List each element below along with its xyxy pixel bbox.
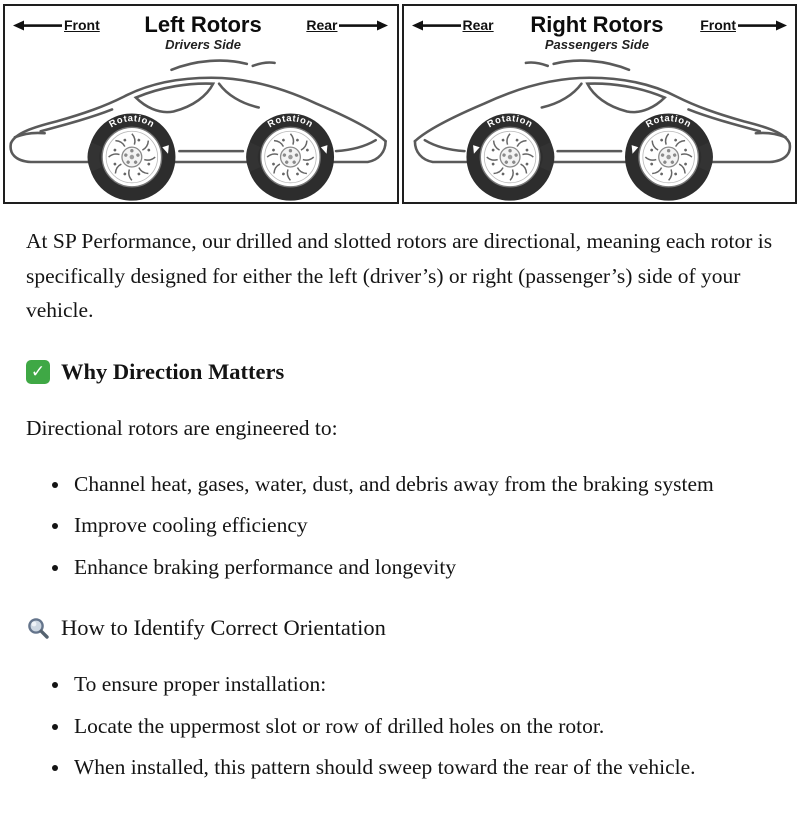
orientation-list [26,667,774,784]
rear-direction-indicator [412,17,494,33]
front-direction-indicator [13,17,100,33]
check-icon: ✓ [26,360,50,384]
right-rotors-panel [402,4,798,204]
left-rotors-panel [3,4,399,204]
right-panel-header [404,6,796,52]
right-panel-subtitle: Passengers Side [544,37,649,53]
section-title: Why Direction Matters [61,358,285,384]
rotation-label: Rotation [106,111,158,130]
rotation-label: Rotation [265,111,316,130]
right-panel-titles [530,13,663,52]
rotation-label: Rotation [643,111,694,130]
article-body [0,204,800,815]
arrow-left-icon [13,20,63,31]
section-heading-why-direction-matters [26,354,774,390]
rear-label: Rear [306,17,338,33]
front-label: Front [700,17,736,33]
list-item: • Locate the uppermost slot or row of drilled holes on the rotor. [71,709,774,743]
front-direction-indicator [700,17,787,33]
lead-text: Directional rotors are engineered to: [26,415,338,440]
rear-label: Rear [462,17,494,33]
left-panel-header [5,6,397,52]
magnifier-icon [26,616,50,640]
rear-direction-indicator [306,17,388,33]
rotor-direction-diagram [0,0,800,204]
list-item: • Improve cooling efficiency [71,508,774,542]
front-label: Front [64,17,100,33]
left-panel-subtitle: Drivers Side [165,37,241,53]
list-item: • Enhance braking performance and longevity [71,550,774,584]
section-heading-identify-orientation [26,610,774,646]
rotation-label: Rotation [484,111,535,130]
arrow-right-icon [737,20,787,31]
left-car-illustration [5,52,397,203]
list-item: • Channel heat, gases, water, dust, and debris away from the braking system [71,467,774,501]
list-item: • To ensure proper installation: [71,667,774,701]
list-item: • When installed, this pattern should sweep toward the rear of the vehicle. [71,750,774,784]
arrow-right-icon [338,20,388,31]
intro-paragraph: At SP Performance, our drilled and slotted rotors are directional, meaning each rotor is specifically designed for either the left (driver’s) or right (passenger’s) side of your vehicle. [26,229,773,323]
right-panel-title: Right Rotors [530,12,664,37]
right-car-illustration [404,52,796,203]
left-panel-titles [144,13,261,52]
benefits-list [26,467,774,584]
left-panel-title: Left Rotors [144,12,262,37]
arrow-left-icon [412,20,462,31]
section-title: How to Identify Correct Orientation [61,615,386,641]
